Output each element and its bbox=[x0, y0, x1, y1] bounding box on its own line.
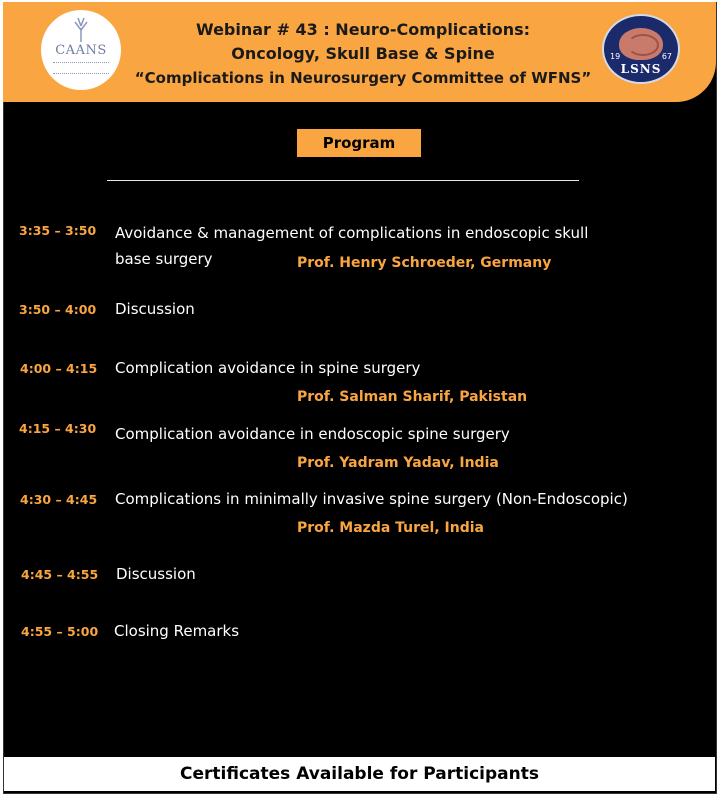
lsns-year-left: 19 bbox=[610, 52, 621, 61]
session-time: 4:30 – 4:45 bbox=[20, 492, 98, 507]
brain-icon bbox=[619, 28, 663, 60]
session-title-line-1: Avoidance & management of complications in endoscopic skull bbox=[115, 224, 589, 242]
session-speaker: Prof. Mazda Turel, India bbox=[297, 520, 484, 536]
webinar-title bbox=[123, 18, 603, 90]
caans-logo-subtitle bbox=[53, 62, 109, 74]
caans-logo-text: CAANS bbox=[55, 43, 107, 58]
session-title: Complication avoidance in spine surgery bbox=[115, 359, 421, 377]
program-label: Program bbox=[297, 129, 421, 157]
tree-icon bbox=[72, 16, 90, 42]
session-time: 4:15 – 4:30 bbox=[19, 421, 97, 436]
divider bbox=[107, 180, 579, 181]
webinar-title-line-2: Oncology, Skull Base & Spine bbox=[231, 44, 495, 63]
lsns-year-right: 67 bbox=[661, 52, 672, 61]
caans-logo bbox=[41, 10, 121, 90]
session-speaker: Prof. Yadram Yadav, India bbox=[297, 455, 499, 471]
session-title: Discussion bbox=[115, 300, 195, 318]
lsns-logo-text: LSNS bbox=[620, 62, 662, 76]
lsns-logo bbox=[602, 14, 680, 84]
session-time: 3:50 – 4:00 bbox=[19, 302, 97, 317]
session-time: 4:45 – 4:55 bbox=[21, 567, 99, 582]
session-time: 4:55 – 5:00 bbox=[21, 624, 99, 639]
webinar-title-line-1: Webinar # 43 : Neuro-Complications: bbox=[196, 20, 530, 39]
session-title-line-2: base surgery bbox=[115, 250, 213, 268]
session-time: 3:35 – 3:50 bbox=[19, 223, 97, 238]
webinar-title-line-3: “Complications in Neurosurgery Committee of WFNS” bbox=[134, 69, 592, 87]
session-speaker: Prof. Salman Sharif, Pakistan bbox=[297, 389, 528, 405]
session-title: Complications in minimally invasive spine surgery (Non-Endoscopic) bbox=[115, 490, 628, 508]
session-time: 4:00 – 4:15 bbox=[20, 361, 98, 376]
session-title: Discussion bbox=[116, 565, 196, 583]
certificates-footer: Certificates Available for Participants bbox=[4, 757, 715, 791]
session-title: Complication avoidance in endoscopic spine surgery bbox=[115, 425, 510, 443]
header-banner bbox=[3, 2, 716, 102]
session-speaker: Prof. Henry Schroeder, Germany bbox=[297, 255, 552, 271]
session-title: Closing Remarks bbox=[114, 622, 240, 640]
